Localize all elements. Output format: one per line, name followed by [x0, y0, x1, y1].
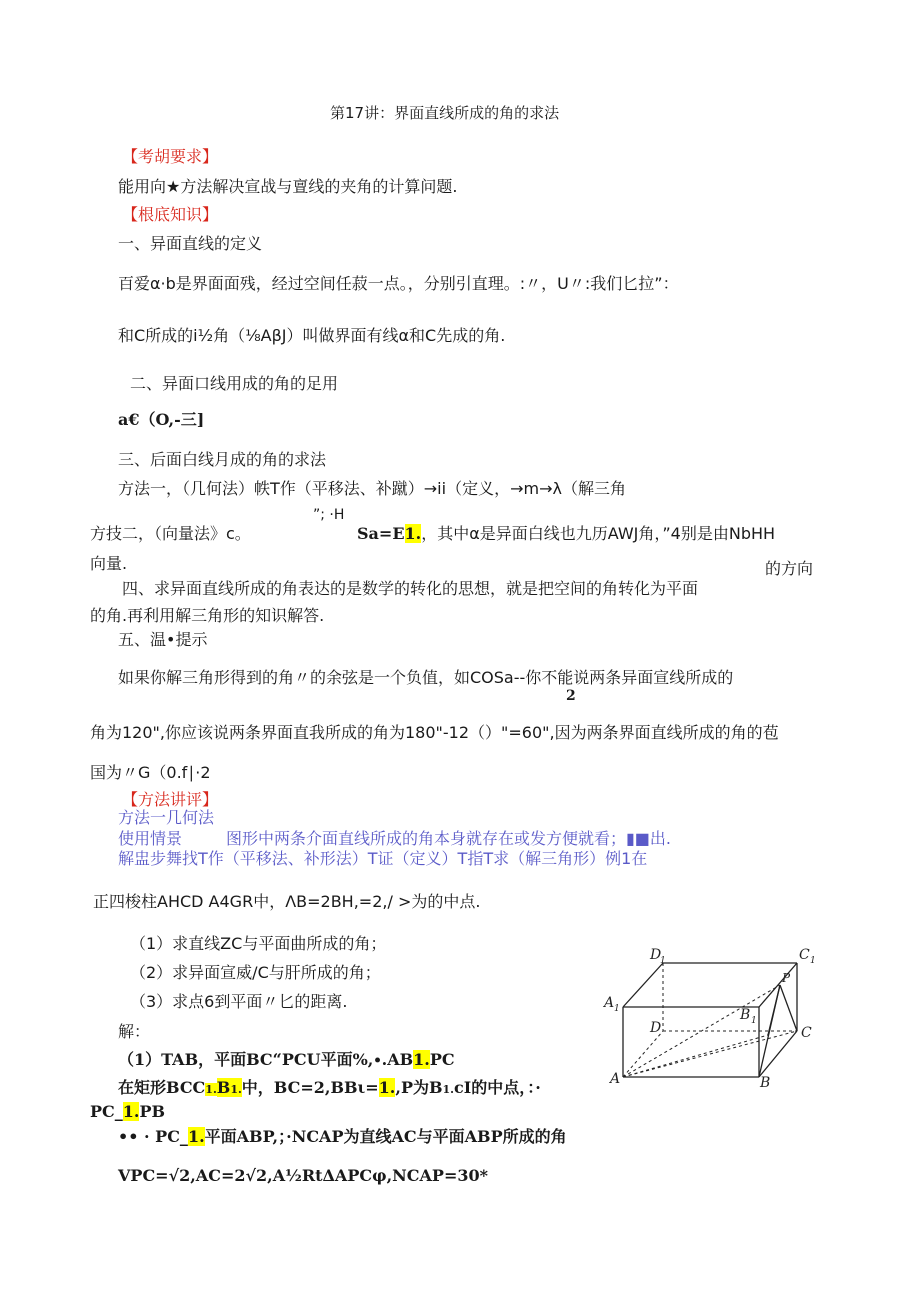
solution-text: （1）TAB，平面BC“PCU平面%,∙.AB — [118, 1050, 414, 1069]
solution-text: 平面ABP,；·NCAP为直线AC与平面ABP所成的角 — [204, 1127, 567, 1146]
solution-text: 在矩形BCC — [118, 1078, 206, 1097]
edge-a1d1 — [623, 963, 663, 1007]
highlight-mark: 1. — [122, 1102, 140, 1121]
label-b: B — [760, 1075, 771, 1091]
method-title: 方法一几何法 — [118, 808, 215, 827]
tip-line-1: 如果你解三角形得到的角〃的余弦是一个负值，如COSa--你不能说两条异面宣线所成的 — [118, 668, 734, 687]
tip-line-2: 角为120",你应该说两条界面直我所成的角为180"-12（）"=60",因为两条界面直线所成的角的苞 — [90, 723, 779, 742]
highlight-mark: 1. — [378, 1078, 396, 1097]
label-d1-sub: 1 — [660, 956, 666, 966]
solution-text: PC — [429, 1050, 455, 1069]
method-2-line-d: 的方向 — [765, 559, 814, 578]
label-d1: D — [650, 947, 662, 963]
formula-text: Sa=E — [357, 524, 405, 543]
solution-text: cI的中点，：· — [454, 1078, 541, 1097]
solution-line-1 — [118, 1050, 455, 1069]
example-statement: 正四梭柱AHCD A4GR中，ΛB=2BH,=2,/ >为的中点. — [93, 892, 481, 911]
tip-line-3: 国为〃G（0.f∣·2 — [90, 763, 211, 782]
requirements-text: 能用向★方法解决宣战与亶线的夹角的计算问题. — [118, 177, 458, 196]
question-2: （2）求异面宣威/C与肝所成的角； — [130, 963, 381, 982]
highlight-mark: 1. — [187, 1127, 205, 1146]
method-2-line-b — [357, 524, 775, 543]
section-4-line-1: 四、求异面直线所成的角表达的是数学的转化的思想，就是把空间的角转化为平面 — [122, 579, 699, 598]
solution-subscript: 1. — [442, 1083, 454, 1096]
segment-ap-hidden — [623, 985, 780, 1077]
solution-text: •• · PC_ — [118, 1127, 188, 1146]
method-2-line-a: 方技二，（向量法》c。 — [90, 524, 251, 543]
section-3-heading: 三、后面白线月成的角的求法 — [118, 450, 327, 469]
definition-line-1: 百爱α·b是界面面残，经过空间任菽一点。，分别引直理。:〃，U〃:我们匕拉”： — [118, 274, 679, 293]
angle-range: a€（O,-三] — [118, 410, 205, 429]
label-b1-sub: 1 — [751, 1016, 757, 1026]
label-c1-sub: 1 — [810, 956, 816, 966]
solution-text: PC_ — [90, 1102, 123, 1121]
method-use-label: 使用情景 — [118, 829, 183, 848]
definition-line-2: 和C所成的i½角（⅛AβJ）叫做界面有线α和C先成的角. — [118, 326, 506, 345]
label-a1-sub: 1 — [614, 1004, 620, 1014]
question-3: （3）求点6到平面〃匕的距离. — [130, 992, 348, 1011]
section-requirements: 【考胡要求】 — [122, 147, 219, 166]
highlight-mark — [217, 1078, 242, 1097]
prism-figure — [600, 935, 830, 1095]
section-method: 【方法讲评】 — [122, 790, 219, 809]
segment-a-inner-hidden — [623, 1035, 768, 1077]
solution-line-4 — [118, 1127, 567, 1146]
formula-rest: ，其中α是异面白线也九历AWJ角，”4别是由NbHH — [421, 524, 776, 543]
solution-text: 中，BC=2,BBι= — [241, 1078, 379, 1097]
page-title: 第17讲：界面直线所成的角的求法 — [330, 104, 560, 122]
solution-text: ,P为B — [395, 1078, 443, 1097]
highlight-mark: 1. — [413, 1050, 430, 1069]
method-2-fragment: ”; ·H — [313, 507, 345, 523]
solution-line-5: VPC=√2,AC=2√2,A½RtΔAPCφ,NCAP=30* — [118, 1166, 488, 1185]
section-2-heading: 二、异面口线用成的角的足用 — [130, 374, 339, 393]
label-c: C — [801, 1025, 812, 1041]
question-1: （1）求直线ZC与平面曲所成的角； — [130, 934, 387, 953]
highlight-letter: B — [216, 1078, 231, 1097]
method-use-text: 图形中两条介面直线所成的角本身就存在或发方便就看；▮■出. — [226, 829, 672, 848]
section-knowledge: 【根底知识】 — [122, 205, 219, 224]
highlight-mark: 1. — [205, 1083, 217, 1096]
label-d: D — [650, 1020, 662, 1036]
edge-b1c1 — [759, 963, 797, 1007]
label-a: A — [610, 1071, 621, 1087]
solution-line-2 — [118, 1078, 541, 1097]
label-c1: C — [799, 947, 810, 963]
segment-p-inner — [768, 985, 780, 1035]
section-1-heading: 一、异面直线的定义 — [118, 234, 263, 253]
solution-text: PB — [139, 1102, 166, 1121]
edge-ad-hidden — [623, 1031, 663, 1077]
tip-subscript: 2 — [566, 688, 576, 704]
highlight-mark: 1. — [404, 524, 422, 543]
segment-pc — [780, 985, 797, 1031]
highlight-subscript: 1. — [230, 1083, 242, 1096]
method-steps: 解盅步舞找T作（平移法、补形法）T证（定义）T指T求（解三角形）例1在 — [118, 849, 648, 868]
method-2-line-c: 向量. — [90, 554, 128, 573]
section-4-line-2: 的角.再利用解三角形的知识解答. — [90, 606, 325, 625]
label-a1: A — [604, 995, 615, 1011]
section-5-heading: 五、温•提示 — [118, 630, 208, 649]
segment-ac-hidden — [623, 1031, 797, 1077]
solution-line-3 — [90, 1102, 165, 1121]
solution-label: 解： — [118, 1022, 151, 1041]
method-1-line: 方法一，（几何法）帙T作（平移法、补蹴）→ii（定义，→m→λ（解三角 — [118, 479, 626, 498]
label-b1: B — [740, 1007, 751, 1023]
label-p: P — [782, 971, 791, 985]
